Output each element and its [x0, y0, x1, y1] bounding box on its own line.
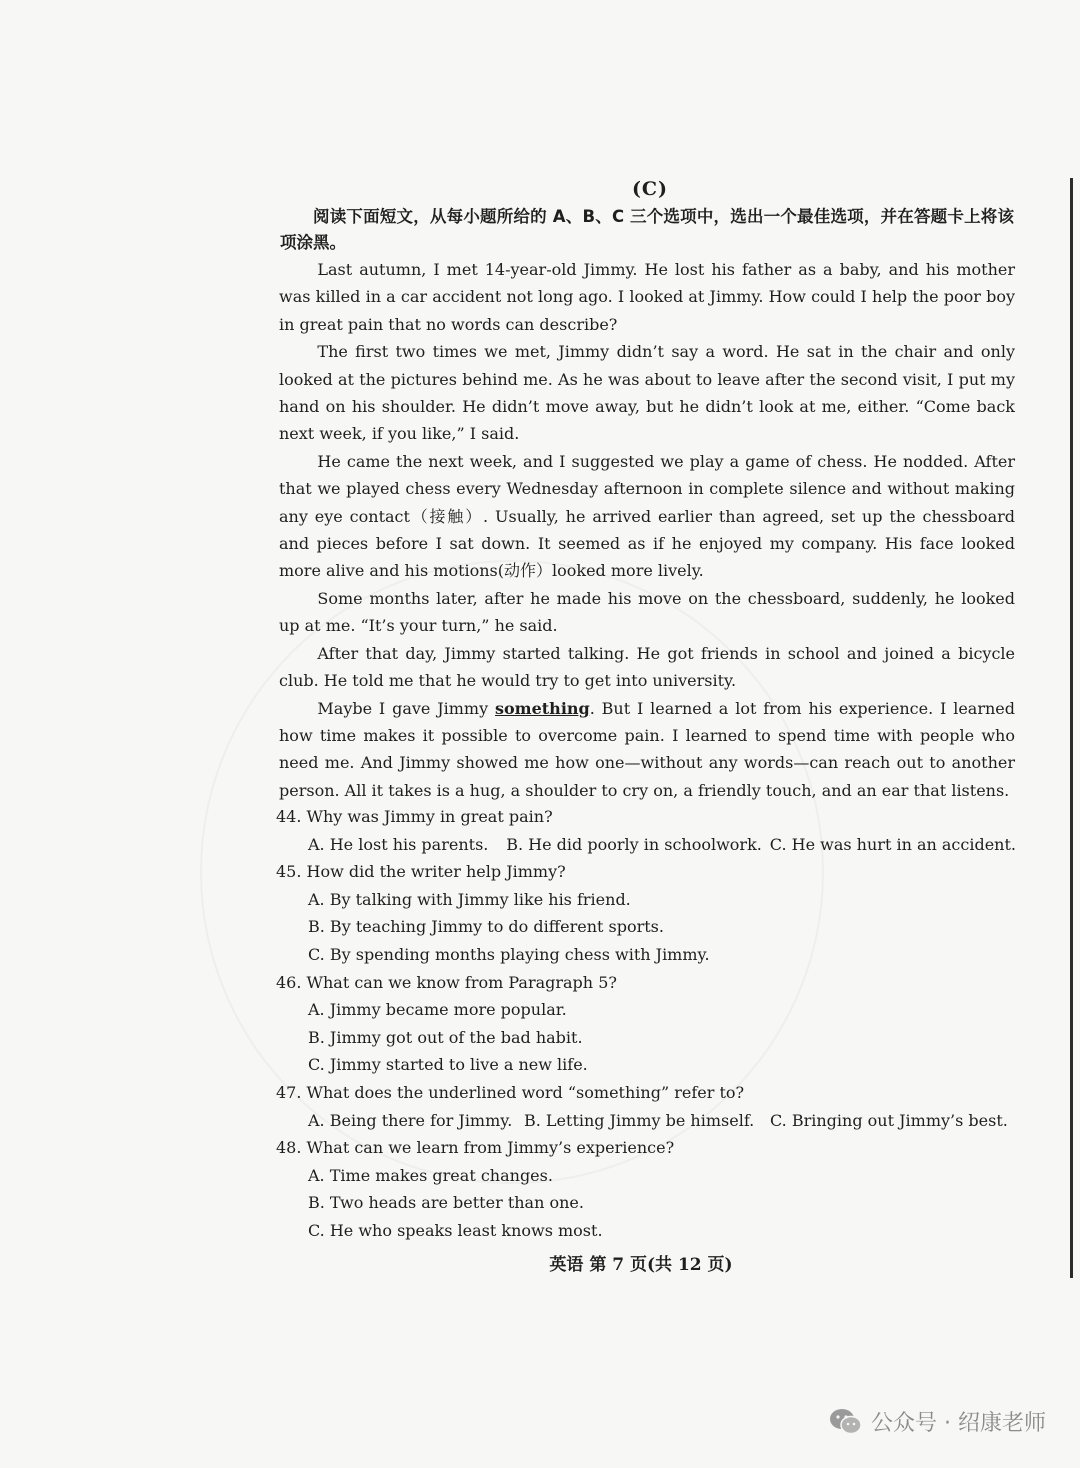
option-a: A. He lost his parents.	[308, 834, 489, 854]
question-list	[276, 803, 1016, 1245]
question-45	[276, 858, 1016, 968]
question-stem: 44. Why was Jimmy in great pain?	[276, 807, 553, 826]
watermark-text: 公众号 · 绍康老师	[871, 1411, 1046, 1436]
option-b: B. Jimmy got out of the bad habit.	[308, 1027, 583, 1047]
question-46	[276, 969, 1016, 1079]
option-b: B. By teaching Jimmy to do different sports.	[308, 917, 664, 937]
paragraph-5: After that day, Jimmy started talking. He got friends in school and joined a bicycle club. He told me that he would try to get into university.	[279, 643, 1015, 691]
paragraph-6	[279, 695, 1015, 805]
option-c: C. Jimmy started to live a new life.	[308, 1055, 588, 1075]
paragraph-6-start: Maybe I gave Jimmy	[317, 698, 495, 718]
question-stem: 46. What can we know from Paragraph 5?	[276, 972, 617, 992]
option-c: C. He who speaks least knows most.	[308, 1220, 603, 1240]
question-stem: 47. What does the underlined word “something” refer to?	[276, 1082, 745, 1102]
options-row	[276, 831, 1016, 859]
question-48	[276, 1134, 1016, 1244]
wechat-icon	[829, 1407, 863, 1437]
option-a: A. By talking with Jimmy like his friend.	[308, 889, 631, 909]
option-a: A. Jimmy became more popular.	[308, 1000, 567, 1020]
account-watermark	[829, 1406, 1046, 1437]
reading-passage	[279, 256, 1015, 804]
option-a: A. Time makes great changes.	[308, 1165, 553, 1185]
page-edge-line	[1070, 178, 1073, 1278]
option-b: B. Two heads are better than one.	[308, 1193, 584, 1213]
option-c: C. By spending months playing chess with Jimmy.	[308, 944, 710, 964]
option-c: C. Bringing out Jimmy’s best.	[770, 1110, 1008, 1130]
option-b: B. He did poorly in schoolwork.	[506, 834, 762, 854]
section-label: (C)	[631, 178, 669, 200]
options-row	[276, 1107, 1016, 1135]
option-a: A. Being there for Jimmy.	[308, 1110, 513, 1130]
instructions: 阅读下面短文，从每小题所给的 A、B、C 三个选项中，选出一个最佳选项，并在答题卡上将该项涂黑。	[280, 207, 1014, 252]
paragraph-4: Some months later, after he made his move on the chessboard, suddenly, he looked up at me. “It’s your turn,” he said.	[279, 588, 1015, 636]
page-footer: 英语 第 7 页(共 12 页)	[549, 1255, 733, 1275]
paragraph-2: The first two times we met, Jimmy didn’t say a word. He sat in the chair and only looked at the pictures behind me. As he was about to leave after the second visit, I put my hand on his shoulder. He didn’t move away, but he didn’t look at me, either. “Come back next week, if you like,” I said.	[279, 342, 1015, 444]
question-stem: 48. What can we learn from Jimmy’s experience?	[276, 1138, 675, 1158]
question-stem: 45. How did the writer help Jimmy?	[276, 862, 566, 882]
question-44	[276, 803, 1016, 858]
paragraph-1: Last autumn, I met 14-year-old Jimmy. He lost his father as a baby, and his mother was killed in a car accident not long ago. I looked at Jimmy. How could I help the poor boy in great pain that no words can describe?	[279, 260, 1015, 334]
paragraph-3: He came the next week, and I suggested we play a game of chess. He nodded. After that we played chess every Wednesday afternoon in complete silence and without making any eye contact（接触）. Usually, he arrived earlier than agreed, set up the chessboard and pieces before I sat down. It seemed as if he enjoyed my company. His face looked more alive and his motions(动作）looked more lively.	[279, 451, 1015, 581]
question-47	[276, 1079, 1016, 1134]
paragraph-6-rest: . But I learned a lot from his experience. I learned how time makes it possible to overcome pain. I learned to spend time with people who need me. And Jimmy showed me how one—without any words—can reach out to another person. All it takes is a hug, a shoulder to cry on, a friendly touch, and an ear that listens.	[279, 698, 1016, 800]
option-b: B. Letting Jimmy be himself.	[524, 1110, 755, 1130]
underlined-word: something	[495, 698, 590, 718]
option-c: C. He was hurt in an accident.	[769, 834, 1016, 854]
